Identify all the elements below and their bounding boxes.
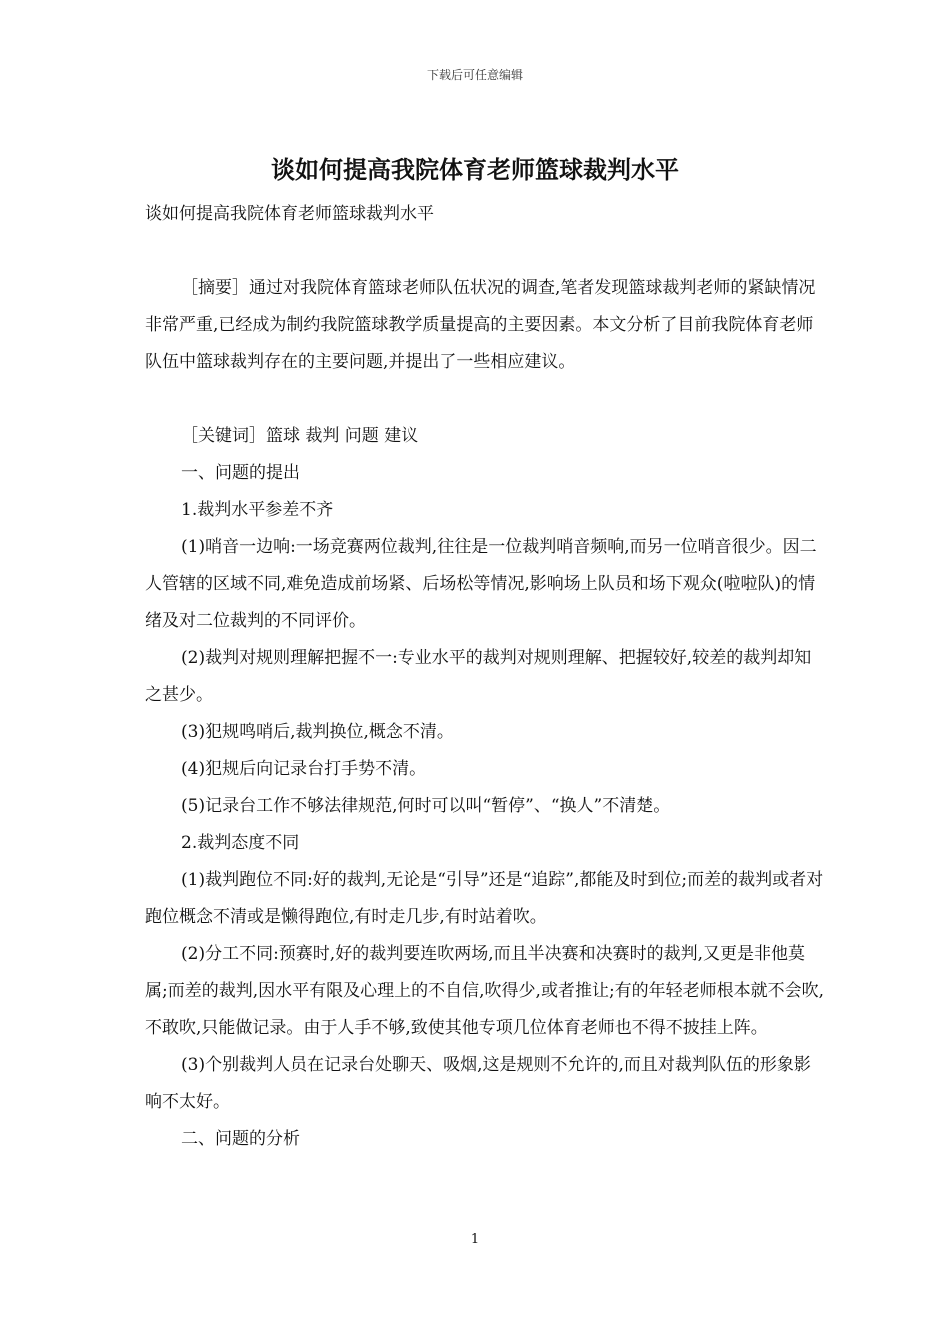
subsection-heading-1: 1.裁判水平参差不齐 [181,500,334,520]
list-item: (4)犯规后向记录台打手势不清。 [181,759,427,779]
subsection-heading-2: 2.裁判态度不同 [181,833,300,853]
document-title: 谈如何提高我院体育老师篮球裁判水平 [271,155,679,184]
keywords-paragraph: ［关键词］篮球 裁判 问题 建议 [181,426,419,446]
list-item: (3)个别裁判人员在记录台处聊天、吸烟,这是规则不允许的,而且对裁判队伍的形象影响不太好。 [145,1055,811,1112]
list-item: (3)犯规鸣哨后,裁判换位,概念不清。 [181,722,454,742]
section-heading-1: 一、问题的提出 [181,463,300,483]
page-number: 1 [470,1232,480,1247]
header-note: 下载后可任意编辑 [426,68,523,82]
list-item: (1)哨音一边响:一场竞赛两位裁判,往往是一位裁判哨音频响,而另一位哨音很少。因二人管辖的区域不同,难免造成前场紧、后场松等情况,影响场上队员和场下观众(啦啦队)的情绪及对二位裁判的不同评价。 [145,537,817,631]
list-item: (2)裁判对规则理解把握不一:专业水平的裁判对规则理解、把握较好,较差的裁判却知之甚少。 [145,648,812,705]
list-item: (2)分工不同:预赛时,好的裁判要连吹两场,而且半决赛和决赛时的裁判,又更是非他莫属;而差的裁判,因水平有限及心理上的不自信,吹得少,或者推让;有的年轻老师根本就不会吹,不敢吹,只能做记录。由于人手不够,致使其他专项几位体育老师也不得不披挂上阵。 [145,944,825,1038]
document-body [145,196,825,1158]
abstract-paragraph: ［摘要］通过对我院体育篮球老师队伍状况的调查,笔者发现篮球裁判老师的紧缺情况非常严重,已经成为制约我院篮球教学质量提高的主要因素。本文分析了目前我院体育老师队伍中篮球裁判存在的主要问题,并提出了一些相应建议。 [145,278,816,372]
subtitle: 谈如何提高我院体育老师篮球裁判水平 [145,204,434,224]
list-item: (1)裁判跑位不同:好的裁判,无论是“引导”还是“追踪”,都能及时到位;而差的裁判或者对跑位概念不清或是懒得跑位,有时走几步,有时站着吹。 [145,870,824,927]
list-item: (5)记录台工作不够法律规范,何时可以叫“暂停”、“换人”不清楚。 [181,796,671,816]
section-heading-2: 二、问题的分析 [181,1129,300,1149]
